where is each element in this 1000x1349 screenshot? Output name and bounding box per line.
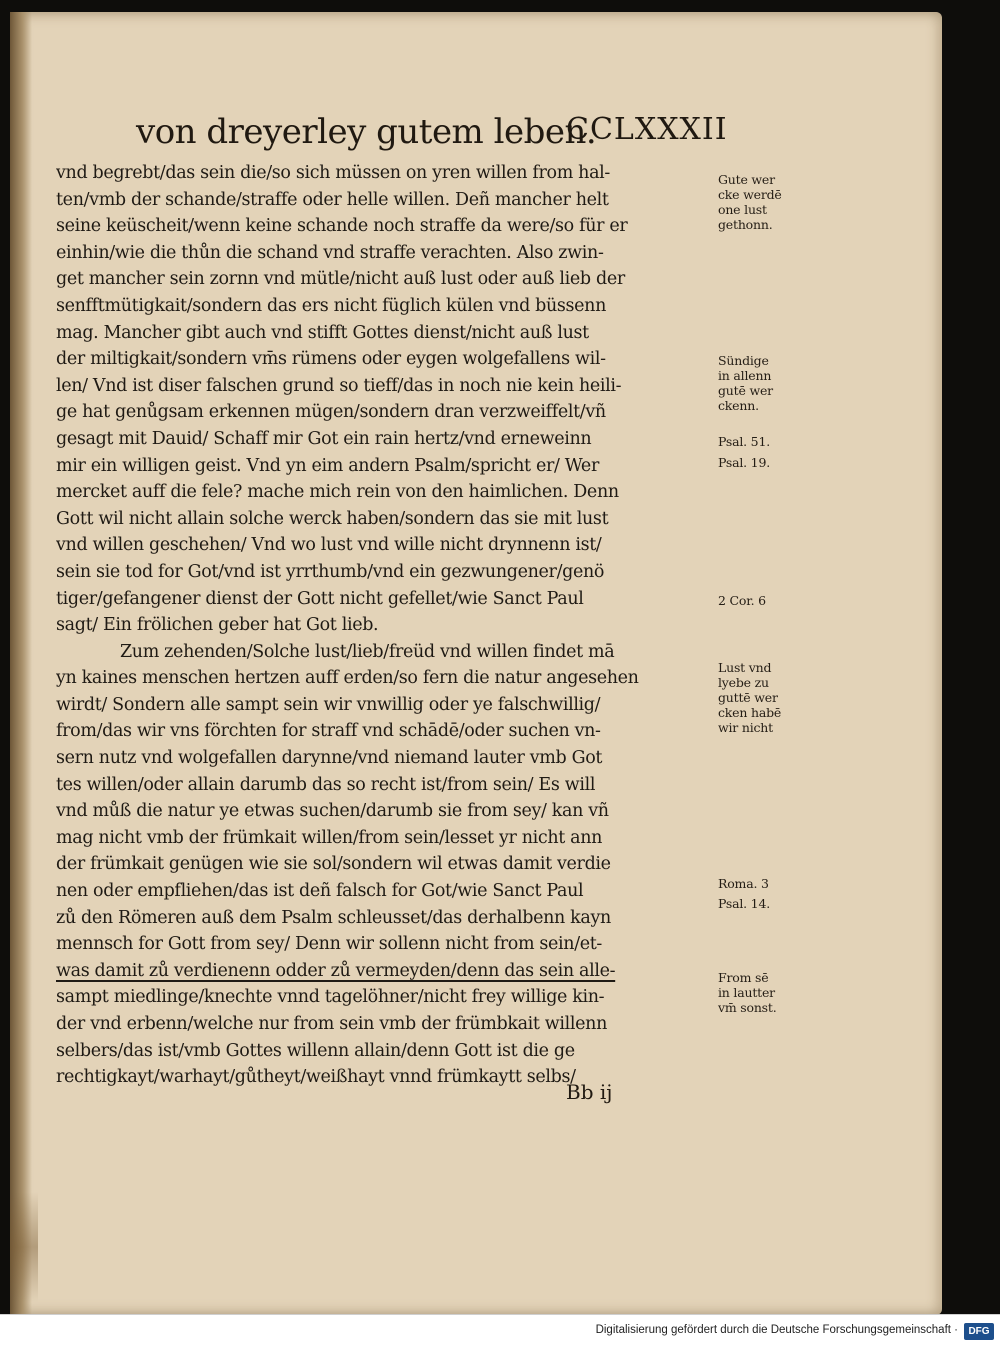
text-line: sagt/ Ein frölichen geber hat Got lieb.	[56, 615, 379, 636]
page-stain	[10, 1192, 38, 1302]
text-line: tiger/gefangener dienst der Gott nicht gefellet/wie Sanct Paul	[56, 588, 584, 609]
dfg-logo: DFG	[964, 1323, 994, 1340]
text-line: sern nutz vnd wolgefallen darynne/vnd niemand lauter vmb Got	[56, 748, 603, 769]
margin-note-gute-werke: Gute wer cke werdē one lust gethonn.	[718, 172, 782, 232]
text-line: zů den Römeren auß dem Psalm schleusset/das derhalbenn kayn	[56, 907, 611, 928]
folio-number: CCLXXXII	[566, 112, 728, 147]
margin-note-psalm-51: Psal. 51.	[718, 434, 770, 449]
text-line: mag nicht vmb der frümkait willen/from sein/lesset yr nicht ann	[56, 827, 603, 848]
text-line: Gott wil nicht allain solche werck haben/sondern das sie mit lust	[56, 508, 609, 529]
running-header-title: von dreyerley gutem leben.	[136, 112, 597, 152]
text-line: selbers/das ist/vmb Gottes willenn allain/denn Gott ist die ge	[56, 1040, 575, 1061]
text-line: mag. Mancher gibt auch vnd stifft Gottes dienst/nicht auß lust	[56, 322, 589, 343]
text-line: gesagt mit Dauid/ Schaff mir Got ein rain hertz/vnd erneweinn	[56, 428, 592, 449]
margin-note-lust-vnd-lyebe: Lust vnd lyebe zu guttē wer cken habē wir nicht	[718, 660, 782, 735]
signature-mark: Bb ij	[566, 1080, 613, 1104]
text-line: get mancher sein zornn vnd mütle/nicht auß lust oder auß lieb der	[56, 269, 625, 290]
text-line: einhin/wie die thůn die schand vnd straffe verachten. Also zwin-	[56, 242, 604, 263]
footer-bar	[0, 1314, 1000, 1349]
margin-note-psalm-14: Psal. 14.	[718, 896, 770, 911]
margin-note-romans: Roma. 3	[718, 876, 769, 891]
text-line: seine keüscheit/wenn keine schande noch straffe da were/so für er	[56, 216, 628, 237]
text-line: len/ Vnd ist diser falschen grund so tieff/das in noch nie kein heili-	[56, 375, 622, 396]
text-line: der frümkait genügen wie sie sol/sondern wil etwas damit verdie	[56, 854, 611, 875]
text-line: Zum zehenden/Solche lust/lieb/freüd vnd willen findet mā	[120, 641, 615, 662]
body-text	[56, 160, 726, 1091]
text-line: senfftmütigkait/sondern das ers nicht füglich külen vnd büssenn	[56, 295, 607, 316]
margin-note-suendige: Sündige in allenn gutē wer ckenn.	[718, 353, 773, 413]
text-line: rechtigkayt/warhayt/gůtheyt/weißhayt vnnd frümkaytt selbs/	[56, 1067, 576, 1088]
text-line: mir ein willigen geist. Vnd yn eim andern Psalm/spricht er/ Wer	[56, 455, 599, 476]
text-line: wirdt/ Sondern alle sampt sein wir vnwillig oder ye falschwillig/	[56, 694, 601, 715]
text-line: tes willen/oder allain darumb das so recht ist/from sein/ Es will	[56, 774, 596, 795]
text-line: vnd můß die natur ye etwas suchen/darumb sie from sey/ kan vñ	[56, 801, 609, 822]
text-line: der miltigkait/sondern vm̄s rümens oder eygen wolgefallens wil-	[56, 349, 606, 370]
text-line: yn kaines menschen hertzen auff erden/so fern die natur angesehen	[56, 668, 639, 689]
margin-note-psalm-19: Psal. 19.	[718, 455, 770, 470]
text-line: mennsch for Gott from sey/ Denn wir sollenn nicht from sein/et-	[56, 934, 602, 955]
funding-credit: Digitalisierung gefördert durch die Deutsche Forschungsgemeinschaft ·	[595, 1324, 958, 1336]
text-line: vnd willen geschehen/ Vnd wo lust vnd wille nicht drynnenn ist/	[56, 535, 602, 556]
text-line: nen oder empfliehen/das ist deñ falsch for Got/wie Sanct Paul	[56, 881, 584, 902]
text-line: vnd begrebt/das sein die/so sich müssen on yren willen from hal-	[56, 163, 610, 183]
text-line: der vnd erbenn/welche nur from sein vmb der frümbkait willenn	[56, 1014, 608, 1034]
text-line: from/das wir vns förchten for straff vnd schādē/oder suchen vn-	[56, 721, 601, 742]
page-binding-shadow	[10, 12, 32, 1315]
text-line: sampt miedlinge/knechte vnnd tagelöhner/nicht frey willige kin-	[56, 987, 605, 1008]
text-line: mercket auff die fele? mache mich rein von den haimlichen. Denn	[56, 482, 619, 503]
text-line: ten/vmb der schande/straffe oder helle willen. Deñ mancher helt	[56, 189, 609, 210]
margin-note-from-sein: From sē in lautter vm̄ sonst.	[718, 970, 777, 1015]
margin-note-corinthians: 2 Cor. 6	[718, 593, 766, 608]
text-line: sein sie tod for Got/vnd ist yrrthumb/vnd ein gezwungener/genö	[56, 561, 605, 582]
text-line: was damit zů verdienenn odder zů vermeyden/denn das sein alle-	[56, 960, 616, 981]
text-line: ge hat genůgsam erkennen mügen/sondern dran verzweiffelt/vñ	[56, 402, 606, 423]
